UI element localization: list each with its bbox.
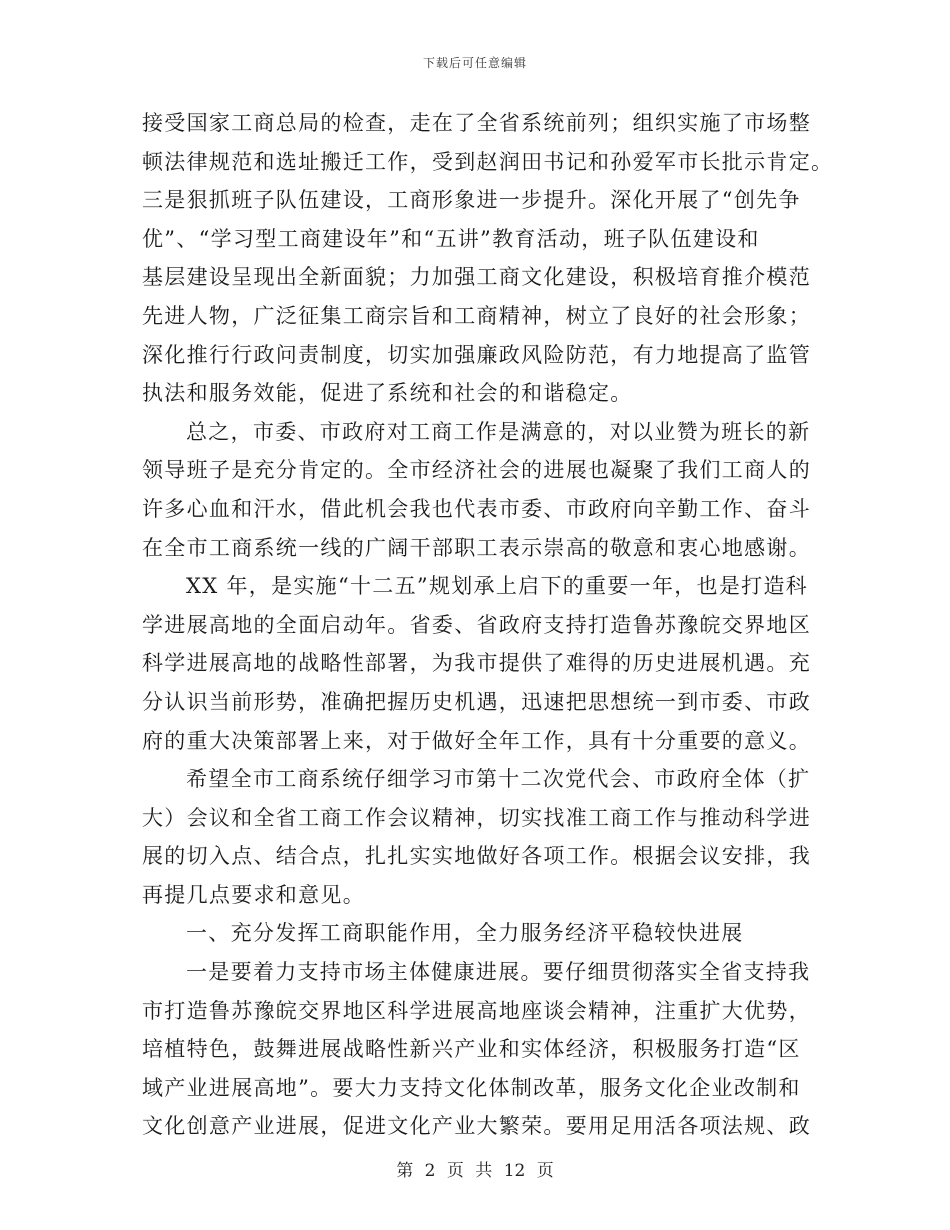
text-line: 市打造鲁苏豫皖交界地区科学进展高地座谈会精神，注重扩大优势，	[142, 998, 811, 1023]
text-line: 领导班子是充分肯定的。全市经济社会的进展也凝聚了我们工商人的	[142, 458, 811, 483]
page-header: 下载后可任意编辑	[422, 56, 527, 70]
text-line: 大）会议和全省工商工作会议精神，切实找准工商工作与推动科学进	[142, 805, 811, 830]
text-line: 在全市工商系统一线的广阔干部职工表示崇高的敬意和衷心地感谢。	[142, 535, 811, 560]
paragraph-start-line: 总之，市委、市政府对工商工作是满意的，对以业赞为班长的新	[186, 419, 811, 444]
page-number-footer: 第 2 页 共 12 页	[396, 1161, 554, 1181]
text-line: 深化推行行政问责制度，切实加强廉政风险防范，有力地提高了监管	[142, 342, 811, 367]
text-line: 学进展高地的全面启动年。省委、省政府支持打造鲁苏豫皖交界地区	[142, 612, 811, 637]
text-line: 科学进展高地的战略性部署，为我市提供了难得的历史进展机遇。充	[142, 651, 811, 676]
paragraph-start-line: 希望全市工商系统仔细学习市第十二次党代会、市政府全体（扩	[186, 767, 811, 792]
text-line: 再提几点要求和意见。	[142, 882, 365, 907]
text-line: 基层建设呈现出全新面貌；力加强工商文化建设，积极培育推介模范	[142, 265, 811, 290]
text-line: 先进人物，广泛征集工商宗旨和工商精神，树立了良好的社会形象；	[142, 303, 811, 328]
text-line: 域产业进展高地”。要大力支持文化体制改革，服务文化企业改制和	[142, 1075, 801, 1100]
text-line: 文化创意产业进展，促进文化产业大繁荣。要用足用活各项法规、政	[142, 1114, 811, 1139]
text-line: 优”、“学习型工商建设年”和“五讲”教育活动，班子队伍建设和	[142, 226, 760, 251]
text-line: 分认识当前形势，准确把握历史机遇，迅速把思想统一到市委、市政	[142, 689, 811, 714]
text-line: 培植特色，鼓舞进展战略性新兴产业和实体经济，积极服务打造“区	[142, 1037, 801, 1062]
text-line: 府的重大决策部署上来，对于做好全年工作，具有十分重要的意义。	[142, 728, 811, 753]
text-line: 顿法律规范和选址搬迁工作，受到赵润田书记和孙爱军市长批示肯定。	[142, 149, 834, 174]
text-line: 执法和服务效能，促进了系统和社会的和谐稳定。	[142, 381, 633, 406]
paragraph-start-line: 一是要着力支持市场主体健康进展。要仔细贯彻落实全省支持我	[186, 960, 811, 985]
paragraph-start-line: XX 年，是实施“十二五”规划承上启下的重要一年，也是打造科	[186, 574, 809, 599]
text-line: 展的切入点、结合点，扎扎实实地做好各项工作。根据会议安排，我	[142, 844, 811, 869]
text-line: 三是狠抓班子队伍建设，工商形象进一步提升。深化开展了“创先争	[142, 188, 801, 213]
text-line: 接受国家工商总局的检查，走在了全省系统前列；组织实施了市场整	[142, 111, 811, 135]
document-body	[142, 104, 834, 1146]
text-line: 许多心血和汗水，借此机会我也代表市委、市政府向辛勤工作、奋斗	[142, 496, 811, 521]
section-heading: 一、充分发挥工商职能作用，全力服务经济平稳较快进展	[186, 921, 744, 946]
